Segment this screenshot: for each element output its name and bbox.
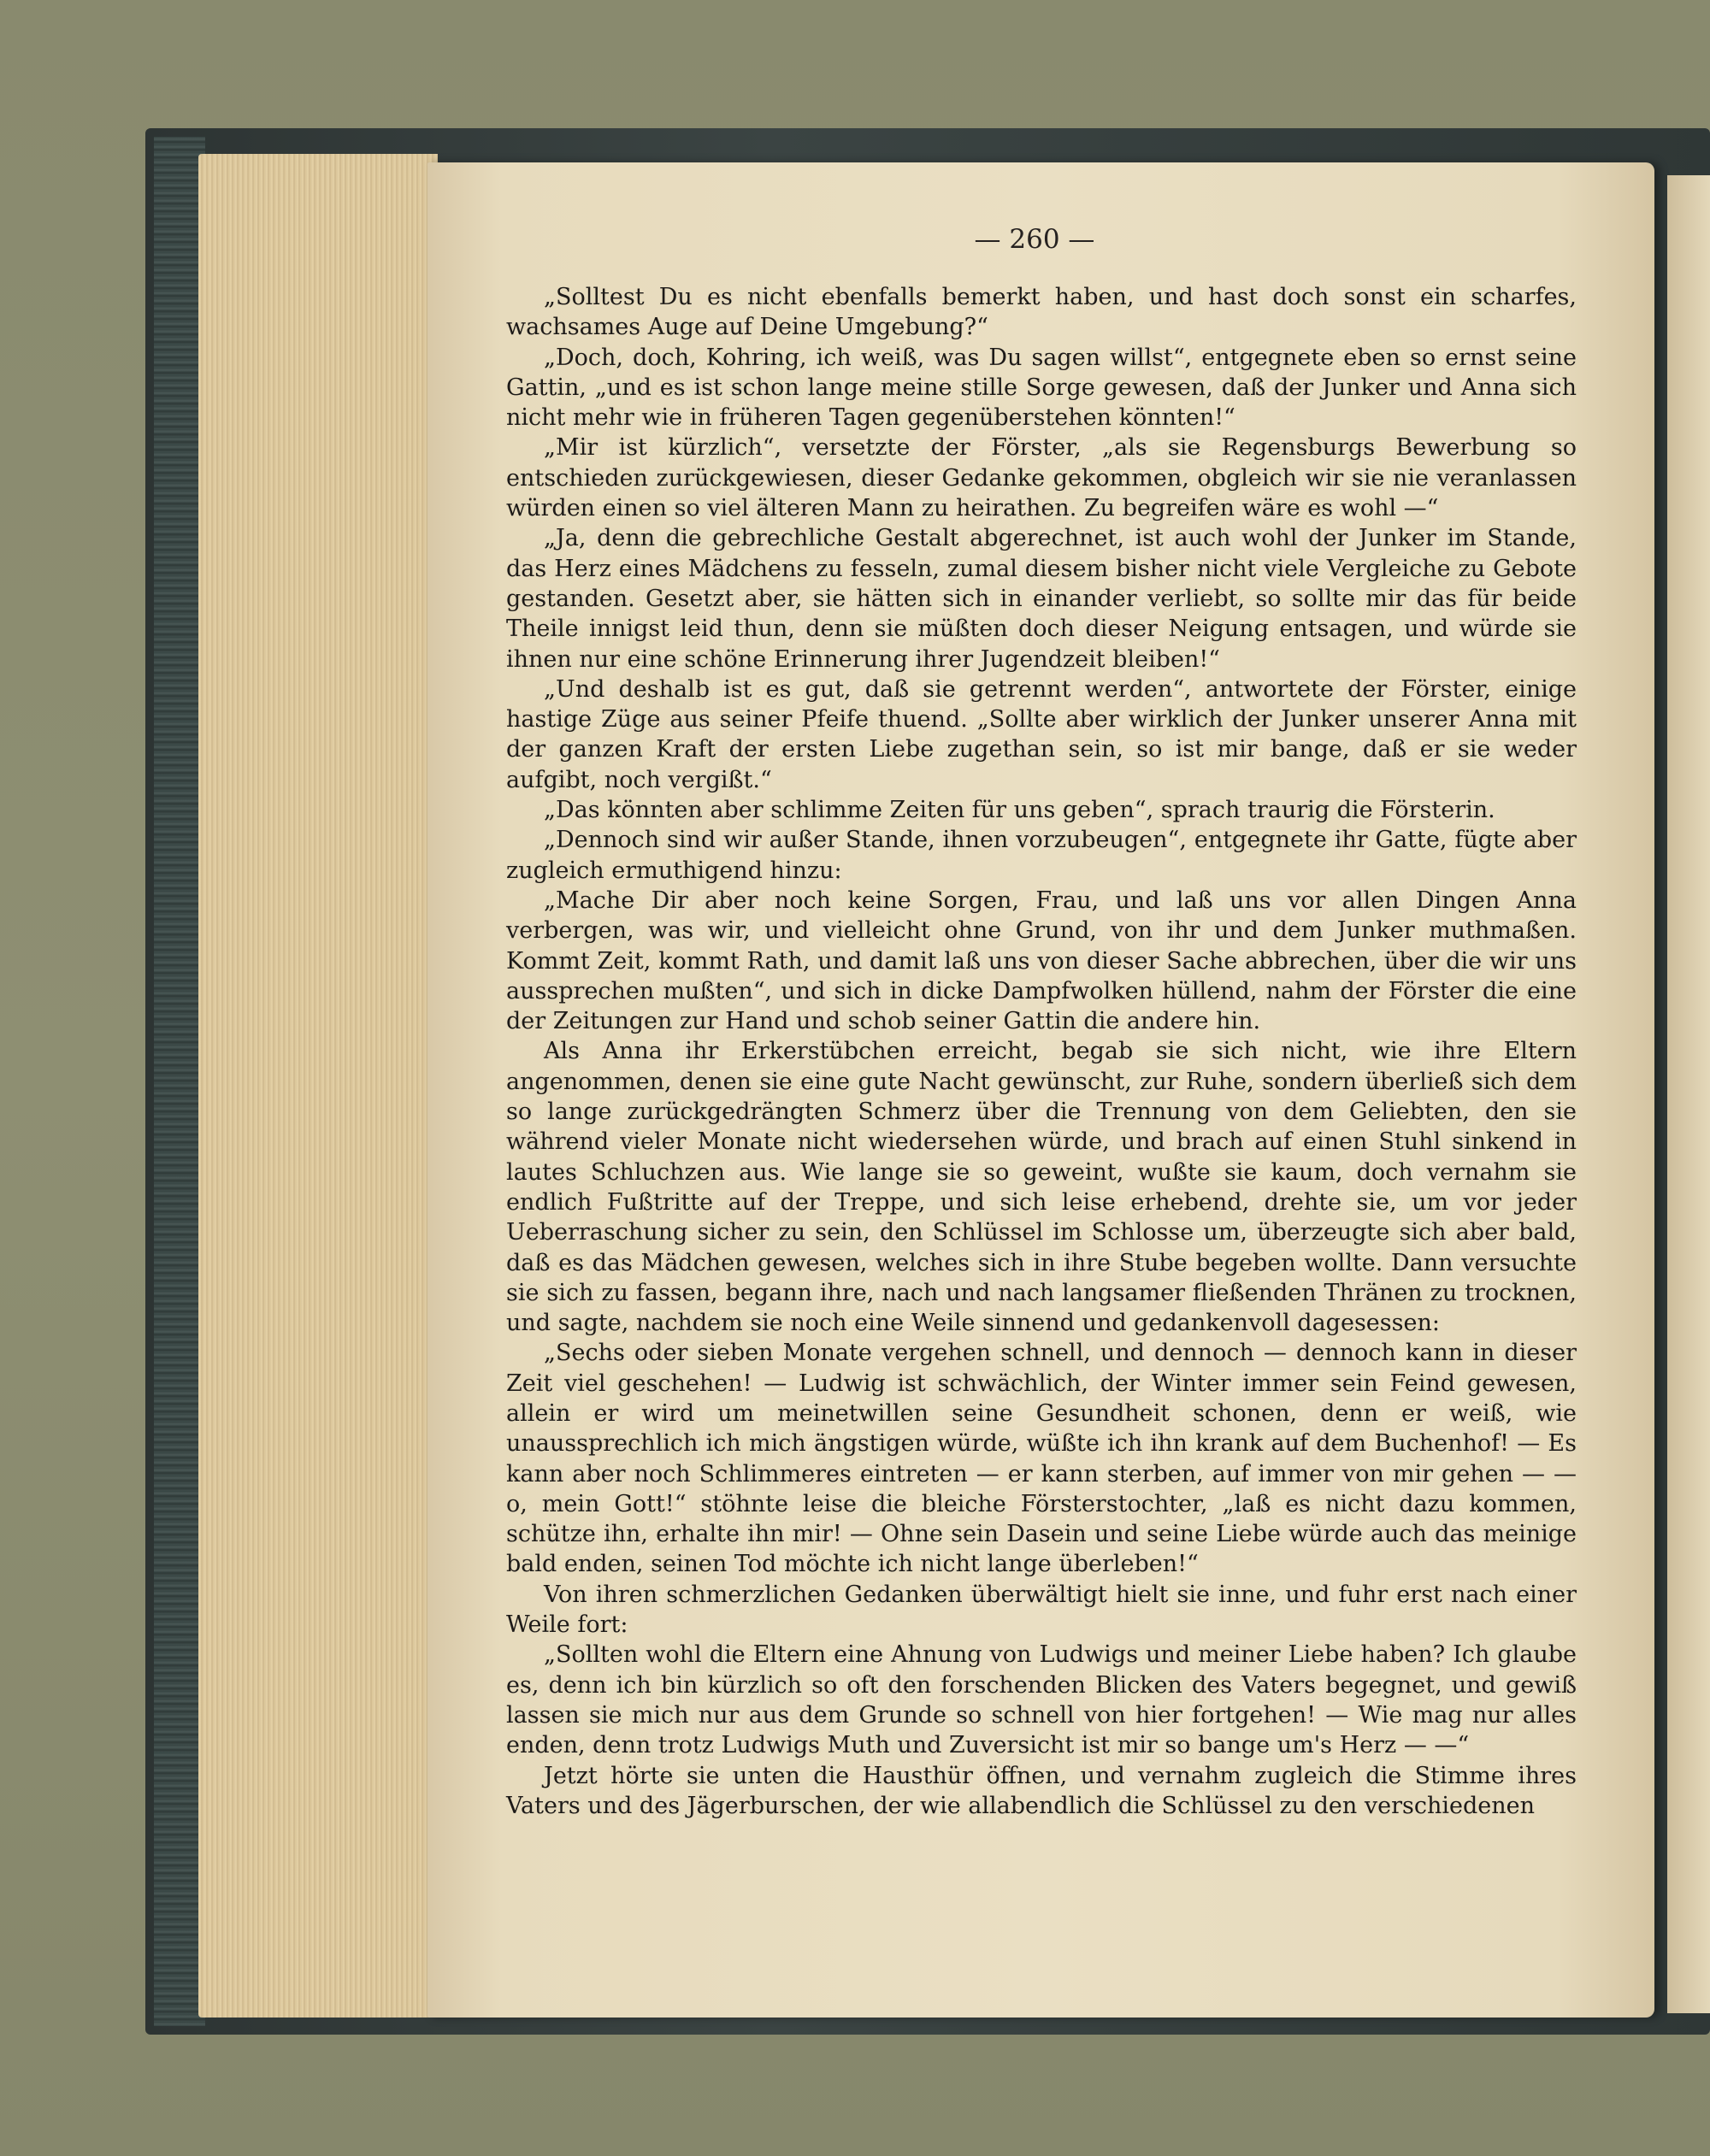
- facing-page-edge: [1667, 175, 1710, 2013]
- paragraph: „Doch, doch, Kohring, ich weiß, was Du sagen willst“, entgegnete eben so ernst seine Gattin, „und es ist schon lange meine stille Sorge gewesen, daß der Junker und Anna sich nicht mehr wie in früheren Tagen gegenüberstehen könnten!“: [506, 344, 1577, 432]
- paragraph: „Sollten wohl die Eltern eine Ahnung von Ludwigs und meiner Liebe haben? Ich glaube es, denn ich bin kürzlich so oft den forschenden Blicken des Vaters begegnet, und gewiß lassen sie mich nur aus dem Grunde so schnell von hier fortgehen! — Wie mag nur alles enden, denn trotz Ludwigs Muth und Zuversicht ist mir so bange um's Herz — —“: [506, 1641, 1577, 1759]
- page-number: — 260 —: [974, 224, 1095, 255]
- paragraph: Als Anna ihr Erkerstübchen erreicht, begab sie sich nicht, wie ihre Eltern angenommen, denen sie eine gute Nacht gewünscht, zur Ruhe, sondern überließ sich dem so lange zurückgedrängten Schmerz über die Trennung von dem Geliebten, den sie während vieler Monate nicht wiedersehen würde, und brach auf einen Stuhl sinkend in lautes Schluchzen aus. Wie lange sie so geweint, wußte sie kaum, doch vernahm sie endlich Fußtritte auf der Treppe, und sich leise erhebend, drehte sie, um vor jeder Ueberraschung sicher zu sein, den Schlüssel im Schlosse um, überzeugte sich aber bald, daß es das Mädchen gewesen, welches sich in ihre Stube begeben wollte. Dann versuchte sie sich zu fassen, begann ihre, nach und nach langsamer fließenden Thränen zu trocknen, und sagte, nachdem sie noch eine Weile sinnend und gedankenvoll dagesessen:: [506, 1038, 1577, 1337]
- paragraph: „Das könnten aber schlimme Zeiten für uns geben“, sprach traurig die Försterin.: [544, 797, 1495, 824]
- paragraph: Jetzt hörte sie unten die Hausthür öffnen, und vernahm zugleich die Stimme ihres Vaters und des Jägerburschen, der wie allabendlich die Schlüssel zu den verschiedenen: [506, 1762, 1577, 1819]
- paragraph: „Dennoch sind wir außer Stande, ihnen vorzubeugen“, entgegnete ihr Gatte, fügte aber zugleich ermuthigend hinzu:: [506, 827, 1577, 884]
- paragraph: „Mir ist kürzlich“, versetzte der Förster, „als sie Regensburgs Bewerbung so entschieden zurückgewiesen, dieser Gedanke gekommen, obgleich wir sie nie veranlassen würden einen so viel älteren Mann zu heirathen. Zu begreifen wäre es wohl —“: [506, 434, 1577, 522]
- paragraph: Von ihren schmerzlichen Gedanken überwältigt hielt sie inne, und fuhr erst nach einer Weile fort:: [506, 1581, 1577, 1639]
- page-edges: [198, 154, 438, 2018]
- page-body: [506, 282, 1577, 1821]
- paragraph: „Mache Dir aber noch keine Sorgen, Frau, und laß uns vor allen Dingen Anna verbergen, was wir, und vielleicht ohne Grund, von ihr und dem Junker muthmaßen. Kommt Zeit, kommt Rath, und damit laß uns von dieser Sache abbrechen, über die wir uns aussprechen mußten“, und sich in dicke Dampfwolken hüllend, nahm der Förster die eine der Zeitungen zur Hand und schob seiner Gattin die andere hin.: [506, 887, 1577, 1035]
- paragraph: „Sechs oder sieben Monate vergehen schnell, und dennoch — dennoch kann in dieser Zeit viel geschehen! — Ludwig ist schwächlich, der Winter immer sein Feind gewesen, allein er wird um meinetwillen seine Gesundheit schonen, denn er weiß, wie unaussprechlich ich mich ängstigen würde, wüßte ich ihn krank auf dem Buchenhof! — Es kann aber noch Schlimmeres eintreten — er kann sterben, auf immer von mir gehen — — o, mein Gott!“ stöhnte leise die bleiche Försterstochter, „laß es nicht dazu kommen, schütze ihn, erhalte ihn mir! — Ohne sein Dasein und seine Liebe würde auch das meinige bald enden, seinen Tod möchte ich nicht lange überleben!“: [506, 1340, 1577, 1578]
- cover-texture: [154, 137, 205, 2026]
- paragraph: „Solltest Du es nicht ebenfalls bemerkt haben, und hast doch sonst ein scharfes, wachsames Auge auf Deine Umgebung?“: [506, 284, 1577, 341]
- paragraph: „Ja, denn die gebrechliche Gestalt abgerechnet, ist auch wohl der Junker im Stande, das Herz eines Mädchens zu fesseln, zumal diesem bisher nicht viele Vergleiche zu Gebote gestanden. Gesetzt aber, sie hätten sich in einander verliebt, so sollte mir das für beide Theile innigst leid thun, denn sie müßten doch dieser Neigung entsagen, und würde sie ihnen nur eine schöne Erinnerung ihrer Jugendzeit bleiben!“: [506, 525, 1577, 673]
- paragraph: „Und deshalb ist es gut, daß sie getrennt werden“, antwortete der Förster, einige hastige Züge aus seiner Pfeife thuend. „Sollte aber wirklich der Junker unserer Anna mit der ganzen Kraft der ersten Liebe zugethan sein, so ist mir bange, daß er sie weder aufgibt, noch vergißt.“: [506, 675, 1577, 793]
